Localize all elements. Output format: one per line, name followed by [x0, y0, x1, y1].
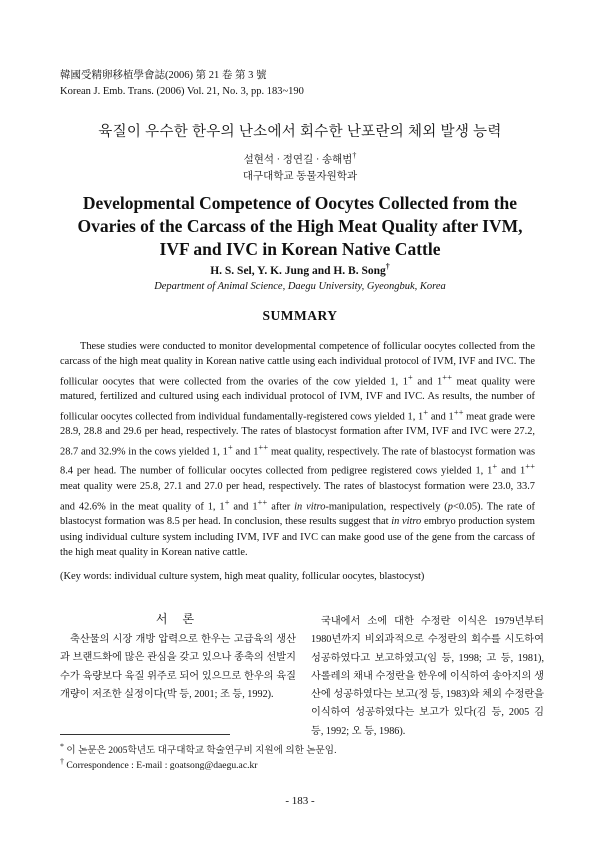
english-title	[60, 192, 540, 261]
korean-department: 대구대학교 동물자원학과	[242, 171, 358, 182]
abstract-text: These studies were conducted to monitor developmental competence of follicular oocytes collected from the carcass of the high meat quality in Korean native cattle using each individual protocol of IVM, IVF and IVC. The follicular oocytes that were collected from the ovaries of the cow yielded 1, 1	[60, 341, 535, 388]
keywords: (Key words: individual culture system, high meat quality, follicular oocytes, blastocyst)	[60, 571, 425, 582]
korean-authors-names: 설현석 · 정연길 · 송해범	[243, 154, 353, 166]
english-title-line: Developmental Competence of Oocytes Collected from the	[82, 193, 518, 213]
italic-term: p	[447, 501, 453, 513]
footnote-rule	[60, 734, 230, 735]
grade-mark: ++	[257, 496, 268, 507]
grade-mark: +	[227, 441, 233, 452]
korean-authors-mark: †	[352, 151, 357, 160]
footnote-funding-text: 이 논문은 2005학년도 대구대학교 학술연구비 지원에 의한 논문임.	[66, 745, 337, 757]
italic-term: in vitro	[391, 516, 422, 528]
grade-mark: +	[492, 461, 498, 472]
abstract-text: embryo production system using individual culture system including IVM, IVF and IVC can make good use of the gene from the carcass of the high meat quality in Korean native cattle.	[60, 516, 536, 558]
intro-left-column: 축산물의 시장 개방 압력으로 한우는 고급육의 생산과 브랜드화에 많은 관심을 갖고 있으나 종축의 선발지수가 육량보다 육질 위주로 되어 있으므로 한우의 육질 개량이 저조한 실정이다(박 등, 2001; 조 등, 1992).	[60, 634, 296, 700]
english-title-line: Ovaries of the Carcass of the High Meat Quality after IVM,	[77, 216, 523, 236]
korean-title: 육질이 우수한 한우의 난소에서 회수한 난포란의 체외 발생 능력	[98, 124, 502, 140]
english-authors-mark: †	[385, 262, 390, 271]
english-title-line: IVF and IVC in Korean Native Cattle	[159, 239, 441, 259]
abstract-text: meat quality were 25.8, 27.1 and 27.0 per head, respectively. The rates of blastocyst formation were 23.0, 33.7 and 42.6% in the meat quality of 1, 1	[60, 481, 535, 513]
grade-mark: ++	[442, 371, 452, 382]
english-authors	[0, 262, 600, 277]
footnote-funding-mark: *	[60, 742, 64, 751]
italic-term: in vitro	[294, 501, 326, 513]
journal-line-english: Korean J. Emb. Trans. (2006) Vol. 21, No. 3, pp. 183~190	[60, 86, 304, 97]
grade-mark: +	[224, 496, 230, 507]
abstract-text: meat quality, respectively. The rate of blastocyst formation was 8.4 per head. The number of follicular oocytes collected from pedigree registered cows yielded 1, 1	[60, 446, 535, 477]
page-number: - 183 -	[285, 795, 315, 807]
grade-mark: ++	[453, 406, 464, 417]
summary-abstract	[60, 339, 535, 560]
abstract-text: and 1	[412, 376, 443, 388]
english-department: Department of Animal Science, Daegu University, Gyeongbuk, Korea	[154, 281, 446, 292]
abstract-text: and 1	[229, 501, 258, 513]
abstract-text: and 1	[497, 465, 526, 477]
abstract-text: and 1	[232, 446, 259, 458]
intro-heading: 서 론	[155, 612, 201, 626]
footnote-correspondence-text: Correspondence : E-mail : goatsong@daegu.ac.kr	[66, 760, 258, 772]
grade-mark: +	[423, 406, 429, 417]
abstract-text: meat quality were matured, fertilized and cultured using each individual protocol of IVM, IVF and IVC. As results, the number of follicular oocytes collected from individual fundamentally-registered cows yielded 1, 1	[60, 376, 535, 423]
abstract-text: -manipulation, respectively (	[325, 501, 448, 513]
abstract-text: after	[267, 501, 295, 513]
footnote-correspondence	[60, 755, 540, 772]
grade-mark: +	[407, 371, 413, 382]
grade-mark: ++	[258, 441, 269, 452]
abstract-text: <0.05). The rate of blastocyst formation was 8.5 per head. In conclusion, these results suggest that	[60, 501, 535, 528]
abstract-text: and 1	[428, 411, 454, 423]
english-authors-names: H. S. Sel, Y. K. Jung and H. B. Song	[210, 264, 386, 277]
abstract-text: meat grade were 28.9, 28.8 and 29.6 per head, respectively. The rates of blastocyst formation after IVM, IVF and IVC were 27.2, 28.7 and 32.9% in the cows yielded 1, 1	[60, 411, 535, 458]
grade-mark: ++	[525, 461, 535, 472]
korean-authors	[0, 151, 600, 167]
summary-heading: SUMMARY	[262, 308, 338, 323]
intro-right-column: 국내에서 소에 대한 수정란 이식은 1979년부터 1980년까지 비외과적으로 수정란의 회수를 시도하여 성공하였다고 보고하였고(임 등, 1998; 고 등, 1981), 사롤레의 채내 수정란을 한우에 이식하여 송아지의 생산에 성공하였다는 보고(정 등, 1983)와 체외 수정란을 이식하여 성공하였다는 보고가 있다(김 등, 2005 김 등, 1992; 오 등, 1986).	[311, 616, 544, 737]
journal-line-korean: 韓國受精卵移植學會誌(2006) 第 21 卷 第 3 號	[60, 70, 267, 81]
footnote-correspondence-mark: †	[60, 757, 64, 766]
